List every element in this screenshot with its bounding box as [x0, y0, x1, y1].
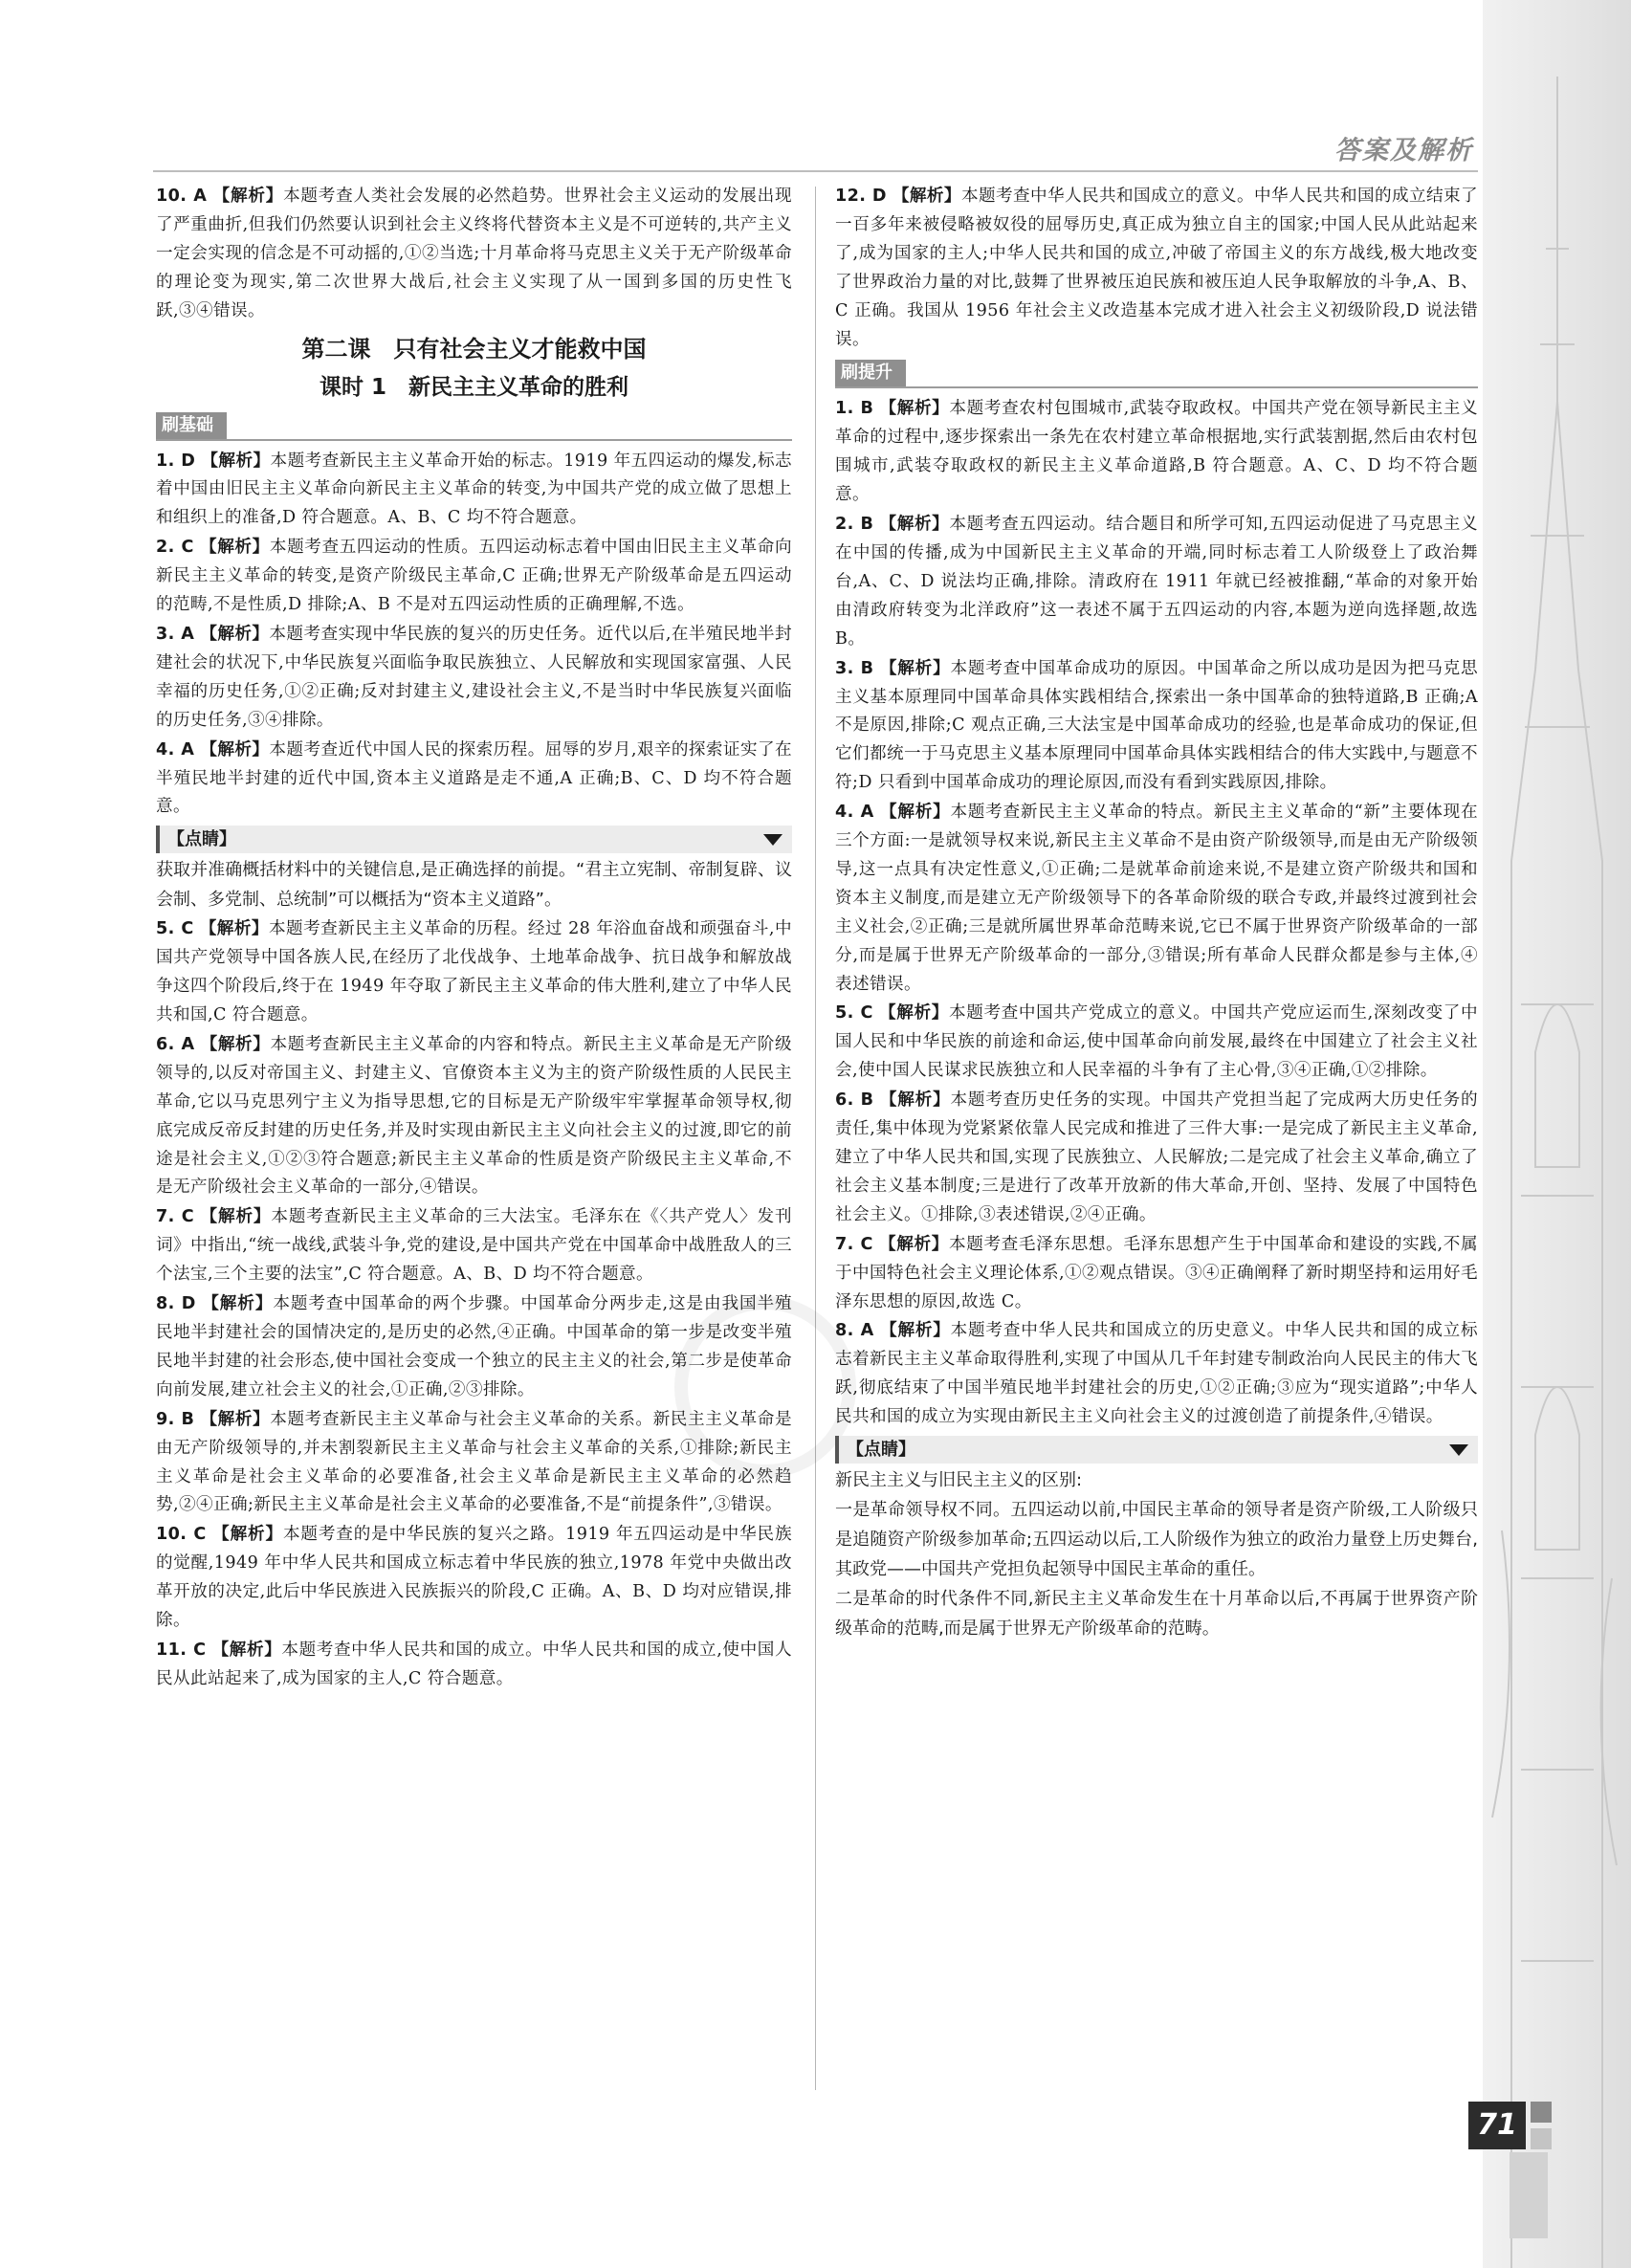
answer-entry — [835, 1316, 1478, 1432]
section-label: 刷基础 — [156, 412, 227, 439]
analysis-tag: 【解析】 — [200, 1033, 271, 1054]
analysis-tag: 【解析】 — [892, 186, 961, 206]
left-column — [156, 182, 792, 1694]
answer-number: 2. C — [156, 538, 194, 558]
answer-text: 本题考查新民主主义革命的内容和特点。新民主主义革命是无产阶级领导的,以反对帝国主义、封建主义、官僚资本主义为主的资产阶级性质的人民民主革命,它以马克思列宁主义为指导思想,它的目标是无产阶级牢牢掌握革命领导权,彻底完成反帝反封建的历史任务,并及时实现由新民主主义向社会主义的过渡,即它的前途是社会主义,①②③符合题意;新民主主义革命的性质是资产阶级民主主义革命,不是无产阶级社会主义革命的一部分,④错误。 — [156, 1034, 792, 1198]
answer-text: 本题考查新民主主义革命的三大法宝。毛泽东在《〈共产党人〉发刊词》中指出,“统一战线,武装斗争,党的建设,是中国共产党在中国革命中战胜敌人的三个法宝,三个主要的法宝”,C 符合题意。A、B、D 均不符合题意。 — [156, 1207, 793, 1285]
right-column — [835, 182, 1478, 1643]
answer-entry — [835, 1086, 1478, 1230]
answer-entry — [156, 1520, 792, 1636]
answer-text: 本题考查人类社会发展的必然趋势。世界社会主义运动的发展出现了严重曲折,但我们仍然要认识到社会主义终将代替资本主义是不可逆转的,共产主义一定会实现的信念是不可动摇的,①②当选;十月革命将马克思主义关于无产阶级革命的理论变为现实,第二次世界大战后,社会主义实现了从一国到多国的历史性飞跃,③④错误。 — [156, 187, 792, 320]
answer-entry — [156, 736, 792, 823]
answer-text: 本题考查历史任务的实现。中国共产党担当起了完成两大历史任务的责任,集中体现为党紧紧依靠人民完成和推进了三件大事:一是完成了新民主主义革命,建立了中华人民共和国,实现了民族独立、人民解放;二是完成了社会主义革命,确立了社会主义基本制度;三是进行了改革开放新的伟大革命,开创、坚持、发展了中国特色社会主义。①排除,③表述错误,②④正确。 — [835, 1090, 1478, 1224]
answer-entry — [156, 1202, 792, 1289]
analysis-tag: 【解析】 — [200, 1408, 271, 1429]
answer-entry — [835, 1230, 1478, 1317]
answer-number: 10. A — [156, 187, 208, 206]
header-title: 答案及解析 — [1334, 136, 1473, 165]
answer-text: 本题考查中华人民共和国成立的意义。中华人民共和国的成立结束了一百多年来被侵略被奴役的屈辱历史,真正成为独立自主的国家;中国人民从此站起来了,成为国家的主人;中华人民共和国的成立,冲破了帝国主义的东方战线,极大地改变了世界政治力量的对比,鼓舞了世界被压迫民族和被压迫人民争取解放的斗争,A、B、C 正确。我国从 1956 年社会主义改造基本完成才进入社会主义初级阶段,D 说法错误。 — [835, 187, 1478, 349]
analysis-tag: 【解析】 — [200, 738, 270, 760]
answer-number: 3. A — [156, 624, 195, 644]
column-divider — [815, 187, 816, 2090]
answer-number: 5. C — [156, 919, 194, 939]
answer-text: 本题考查中国革命成功的原因。中国革命之所以成功是因为把马克思主义基本原理同中国革命具体实践相结合,探索出一条中国革命的独特道路,B 正确;A 不是原因,排除;C 观点正确,三大法宝是中国革命成功的经验,也是革命成功的保证,但它们都统一于马克思主义基本原理同中国革命具体实践相结合的伟大实践中,与题意不符;D 只看到中国革命成功的理论原因,而没有看到实践原因,排除。 — [835, 658, 1478, 793]
answer-number: 12. D — [835, 187, 887, 206]
answer-number: 5. C — [835, 1003, 873, 1024]
answer-number: 3. B — [835, 658, 874, 678]
analysis-tag: 【解析】 — [879, 1002, 949, 1024]
note-header — [835, 1436, 1478, 1464]
answer-text: 本题考查毛泽东思想。毛泽东思想产生于中国革命和建设的实践,不属于中国特色社会主义理论体系,①②观点错误。③④正确阐释了新时期坚持和运用好毛泽东思想的原因,故选 C。 — [835, 1234, 1478, 1311]
note-paragraph: 新民主主义与旧民主主义的区别: — [835, 1470, 1083, 1491]
answer-entry — [835, 182, 1478, 354]
header-rule — [153, 170, 1478, 172]
page-number: 71 — [1468, 2102, 1526, 2149]
note-header — [156, 826, 792, 853]
answer-number: 7. C — [156, 1207, 195, 1227]
page-number-decoration — [1531, 2128, 1552, 2149]
answer-entry — [835, 798, 1478, 999]
answer-entry — [835, 394, 1478, 510]
note-text: 获取并准确概括材料中的关键信息,是正确选择的前提。“君主立宪制、帝制复辟、议会制、多党制、总统制”可以概括为“资本主义道路”。 — [156, 860, 792, 911]
answer-text: 本题考查实现中华民族的复兴的历史任务。近代以后,在半殖民地半封建社会的状况下,中华民族复兴面临争取民族独立、人民解放和实现国家富强、人民幸福的历史任务,①②正确;反对封建主义,建设社会主义,不是当时中华民族复兴面临的历史任务,③④排除。 — [156, 624, 792, 730]
answer-entry — [156, 1030, 792, 1202]
answer-number: 9. B — [156, 1409, 195, 1429]
answer-number: 4. A — [156, 739, 195, 760]
analysis-tag: 【解析】 — [879, 1090, 951, 1111]
answer-number: 7. C — [835, 1234, 873, 1254]
analysis-tag: 【解析】 — [201, 450, 271, 471]
section-header-basic — [156, 412, 792, 441]
answer-number: 1. D — [156, 451, 196, 471]
answer-entry — [156, 1289, 792, 1405]
answer-entry — [835, 999, 1478, 1086]
answer-entry — [156, 447, 792, 534]
decorative-side-strip — [1483, 0, 1631, 2268]
section-header-advanced — [835, 360, 1478, 388]
analysis-tag: 【解析】 — [199, 918, 269, 939]
answer-number: 4. A — [835, 803, 874, 823]
answer-number: 8. D — [156, 1294, 196, 1314]
analysis-tag: 【解析】 — [880, 1320, 951, 1341]
analysis-tag: 【解析】 — [211, 1639, 282, 1660]
answer-text: 本题考查近代中国人民的探索历程。屈辱的岁月,艰辛的探索证实了在半殖民地半封建的近代中国,资本主义道路是走不通,A 正确;B、C、D 均不符合题意。 — [156, 739, 792, 817]
answer-text: 本题考查的是中华民族的复兴之路。1919 年五四运动是中华民族的觉醒,1949 年中华人民共和国成立标志着中华民族的独立,1978 年党中央做出改革开放的决定,此后中华民族进入民族振兴的阶段,C 正确。A、B、D 均对应错误,排除。 — [156, 1525, 792, 1631]
triangle-down-icon — [1449, 1444, 1468, 1456]
answer-number: 2. B — [835, 515, 874, 535]
answer-number: 8. A — [835, 1321, 874, 1341]
answer-text: 本题考查中华人民共和国成立的历史意义。中华人民共和国的成立标志着新民主主义革命取得胜利,实现了中国从几千年封建专制政治向人民民主的伟大飞跃,彻底结束了中国半殖民地半封建社会的历史,①②正确;③应为“现实道路”;中华人民共和国的成立为实现由新民主主义向社会主义的过渡创造了前提条件,④错误。 — [835, 1321, 1478, 1427]
answer-text: 本题考查新民主主义革命的特点。新民主主义革命的“新”主要体现在三个方面:一是就领导权来说,新民主主义革命不是由资产阶级领导,而是由无产阶级领导,这一点具有决定性意义,①正确;二是就革命前途来说,不是建立资产阶级共和国和资本主义制度,而是建立无产阶级领导下的各革命阶级的联合专政,并最终过渡到社会主义社会,②正确;三是就所属世界革命范畴来说,它已不属于世界资产阶级革命的一部分,而是属于世界无产阶级革命的一部分,③错误;所有革命人民群众都是参与主体,④表述错误。 — [835, 803, 1478, 994]
answer-number: 6. B — [835, 1090, 874, 1111]
answer-entry — [156, 1636, 792, 1694]
note-label: 【点睛】 — [847, 1440, 915, 1461]
answer-text: 本题考查中华人民共和国的成立。中华人民共和国的成立,使中国人民从此站起来了,成为国家的主人,C 符合题意。 — [156, 1640, 792, 1688]
answer-text: 本题考查五四运动的性质。五四运动标志着中国由旧民主主义革命向新民主主义革命的转变,是资产阶级民主革命,C 正确;世界无产阶级革命是五四运动的范畴,不是性质,D 排除;A、B 不是对五四运动性质的正确理解,不选。 — [156, 538, 792, 615]
answer-text: 本题考查农村包围城市,武装夺取政权。中国共产党在领导新民主主义革命的过程中,逐步探索出一条先在农村建立革命根据地,实行武装割据,然后由农村包围城市,武装夺取政权的新民主主义革命道路,B 符合题意。A、C、D 均不符合题意。 — [835, 399, 1478, 505]
section-label: 刷提升 — [835, 360, 906, 386]
analysis-tag: 【解析】 — [200, 623, 270, 644]
answer-number: 11. C — [156, 1640, 207, 1660]
answer-number: 6. A — [156, 1034, 195, 1054]
triangle-down-icon — [763, 834, 782, 846]
analysis-tag: 【解析】 — [202, 1293, 274, 1314]
answer-text: 本题考查新民主主义革命的历程。经过 28 年浴血奋战和顽强奋斗,中国共产党领导中国各族人民,在经历了北伐战争、土地革命战争、抗日战争和解放战争这四个阶段后,终于在 1949 年夺取了新民主主义革命的伟大胜利,建立了中华人民共和国,C 符合题意。 — [156, 919, 792, 1025]
answer-entry — [156, 182, 792, 326]
analysis-tag: 【解析】 — [879, 514, 950, 535]
answer-text: 本题考查五四运动。结合题目和所学可知,五四运动促进了马克思主义在中国的传播,成为中国新民主主义革命的开端,同时标志着工人阶级登上了政治舞台,A、C、D 说法均正确,排除。清政府在 1911 年就已经被推翻,“革命的对象开始由清政府转变为北洋政府”这一表述不属于五四运动的内容,本题为逆向选择题,故选 B。 — [835, 515, 1478, 649]
answer-entry — [835, 510, 1478, 654]
analysis-tag: 【解析】 — [200, 537, 270, 558]
lesson-title: 第二课 只有社会主义才能救中国 — [301, 335, 647, 363]
answer-text: 本题考查新民主主义革命与社会主义革命的关系。新民主主义革命是由无产阶级领导的,并未割裂新民主主义革命与社会主义革命的关系,①排除;新民主主义革命是社会主义革命的必要准备,社会主义革命是新民主主义革命的必然趋势,②④正确;新民主主义革命是社会主义革命的必要准备,不是“前提条件”,③错误。 — [156, 1409, 792, 1515]
note-label: 【点睛】 — [167, 829, 236, 850]
answer-entry — [156, 1405, 792, 1521]
analysis-tag: 【解析】 — [880, 802, 951, 823]
answer-number: 10. C — [156, 1525, 207, 1545]
answer-entry — [156, 533, 792, 620]
note-paragraph: 一是革命领导权不同。五四运动以前,中国民主革命的领导者是资产阶级,工人阶级只是追随资产阶级参加革命;五四运动以后,工人阶级作为独立的政治力量登上历史舞台,其政党——中国共产党担负起领导中国民主革命的重任。 — [835, 1500, 1478, 1580]
analysis-tag: 【解析】 — [212, 1524, 283, 1545]
answer-entry — [156, 914, 792, 1030]
answer-text: 本题考查中国革命的两个步骤。中国革命分两步走,这是由我国半殖民地半封建社会的国情决定的,是历史的必然,④正确。中国革命的第一步是改变半殖民地半封建的社会形态,使中国社会变成一个独立的民主主义的社会,第二步是使革命向前发展,建立社会主义的社会,①正确,②③排除。 — [156, 1294, 792, 1399]
answer-text: 本题考查新民主主义革命开始的标志。1919 年五四运动的爆发,标志着中国由旧民主主义革命向新民主主义革命的转变,为中国共产党的成立做了思想上和组织上的准备,D 符合题意。A、B、C 均不符合题意。 — [156, 451, 792, 528]
answer-text: 本题考查中国共产党成立的意义。中国共产党应运而生,深刻改变了中国人民和中华民族的前途和命运,使中国革命向前发展,最终在中国建立了社会主义社会,使中国人民谋求民族独立和人民幸福的斗争有了主心骨,③④正确,①②排除。 — [835, 1003, 1478, 1081]
tower-illustration — [1483, 0, 1631, 2268]
answer-entry — [835, 654, 1478, 799]
lesson-subtitle: 课时 1 新民主主义革命的胜利 — [319, 374, 628, 400]
analysis-tag: 【解析】 — [879, 398, 950, 419]
analysis-tag: 【解析】 — [879, 657, 951, 678]
analysis-tag: 【解析】 — [200, 1206, 272, 1227]
note-paragraph: 二是革命的时代条件不同,新民主主义革命发生在十月革命以后,不再属于世界资产阶级革命的范畴,而是属于世界无产阶级革命的范畴。 — [835, 1589, 1478, 1640]
answer-number: 1. B — [835, 399, 874, 419]
analysis-tag: 【解析】 — [879, 1233, 949, 1254]
analysis-tag: 【解析】 — [212, 186, 284, 206]
answer-entry — [156, 620, 792, 736]
page-number-decoration — [1531, 2102, 1552, 2123]
